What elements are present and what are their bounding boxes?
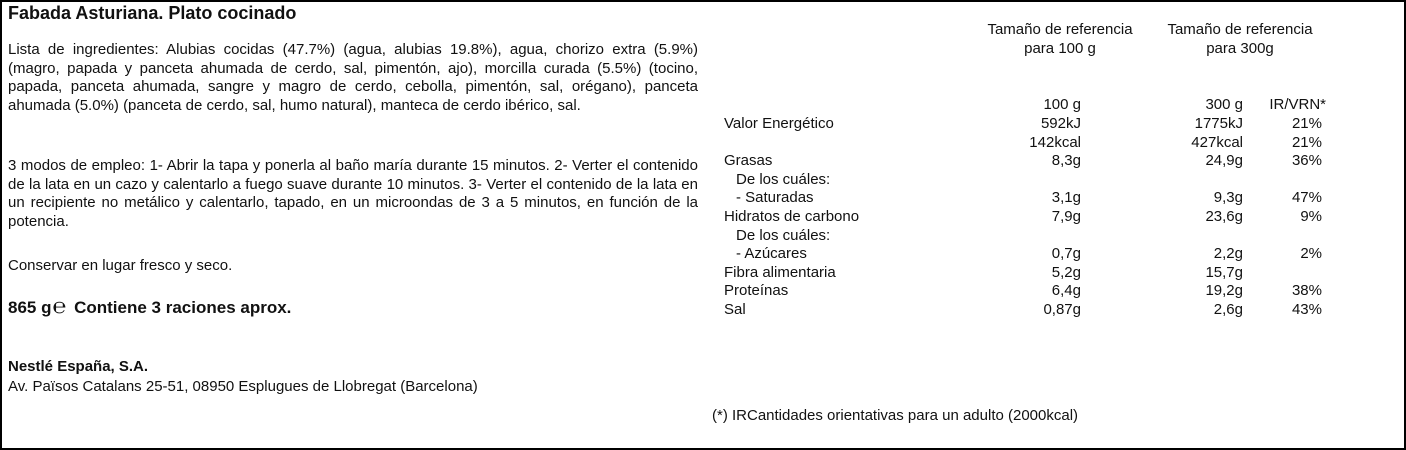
nutrition-row (724, 282, 1344, 301)
value-per-300g: 2,2g (1213, 245, 1243, 263)
value-per-300g: 9,3g (1213, 189, 1243, 207)
value-per-100g: 592kJ (1040, 115, 1081, 132)
company-address: Av. Països Catalans 25-51, 08950 Esplugues de Llobregat (Barcelona) (8, 378, 478, 395)
value-per-300g: 15,7g (1205, 263, 1243, 281)
nutrient-name: De los cuáles: (736, 170, 831, 188)
estimated-sign-icon: ℮ (52, 295, 67, 318)
ir-percentage: 21% (1291, 133, 1322, 151)
reference-300g-line1: Tamaño de referencia (1167, 21, 1313, 38)
nutrient-name: - Azúcares (736, 245, 807, 263)
company-name: Nestlé España, S.A. (8, 358, 149, 375)
reference-100g-header (965, 21, 1155, 58)
ir-percentage: 43% (1291, 301, 1322, 318)
value-per-300g: 23,6g (1205, 208, 1243, 225)
usage-instructions: 3 modos de empleo: 1- Abrir la tapa y ponerla al baño maría durante 15 minutos. 2- Verter el contenido de la lata en un cazo y calentarlo a fuego suave durante 10 minutos. 3- Verter el contenido de la lata en un recipiente no metálico y calentarlo, tapado, en un microondas de 3 a 5 minutos, en función de la potencia. (8, 157, 698, 230)
product-title: Fabada Asturiana. Plato cocinado (8, 3, 297, 23)
nutrition-row (724, 189, 1344, 208)
nutrient-name: Hidratos de carbono (724, 208, 860, 225)
nutrition-row (724, 227, 1344, 246)
nutrient-name: Fibra alimentaria (724, 263, 836, 281)
reference-300g-line2: para 300g (1206, 39, 1274, 57)
servings-text: Contiene 3 raciones aprox. (74, 298, 292, 317)
nutrient-name: Sal (724, 301, 746, 318)
column-header-ir: IR/VRN* (1269, 96, 1326, 113)
nutrition-row (724, 245, 1344, 264)
column-header-100g: 100 g (1043, 96, 1081, 113)
nutrition-row (724, 134, 1344, 153)
reference-300g-header (1145, 21, 1335, 58)
nutrition-row (724, 171, 1344, 190)
nutrition-row (724, 301, 1344, 320)
reference-100g-line1: Tamaño de referencia (987, 21, 1133, 38)
nutrient-name: Proteínas (724, 282, 789, 300)
nutrition-row (724, 208, 1344, 227)
nutrient-name: Valor Energético (724, 115, 834, 132)
nutrient-name: Grasas (724, 152, 773, 170)
value-per-300g: 427kcal (1191, 133, 1243, 151)
ir-percentage: 38% (1291, 282, 1322, 300)
ir-percentage: 2% (1300, 245, 1322, 263)
value-per-100g: 3,1g (1051, 189, 1081, 207)
value-per-300g: 2,6g (1213, 301, 1243, 318)
value-per-100g: 5,2g (1051, 263, 1081, 281)
value-per-100g: 6,4g (1051, 282, 1081, 300)
ir-percentage: 47% (1291, 189, 1322, 207)
value-per-100g: 0,87g (1043, 301, 1081, 318)
nutrient-name: - Saturadas (736, 189, 814, 207)
value-per-100g: 7,9g (1051, 208, 1081, 225)
storage-instructions: Conservar en lugar fresco y seco. (8, 257, 233, 274)
net-quantity (8, 295, 292, 318)
reference-100g-line2: para 100 g (1024, 39, 1096, 57)
net-weight: 865 g (8, 298, 52, 317)
ingredients-list: Lista de ingredientes: Alubias cocidas (47.7%) (agua, alubias 19.8%), agua, chorizo extra (5.9%) (magro, papada y panceta ahumada de cerdo, sal, pimentón, ajo), morcilla curada (5.5%) (tocino, papada, panceta ahumada, sangre y magro de cerdo, cebolla, pimentón, sal, orégano), panceta ahumada (5.0%) (panceta de cerdo, sal, humo natural), manteca de cerdo ibérico, sal. (8, 41, 698, 114)
nutrition-column-headers (724, 96, 1344, 115)
value-per-100g: 142kcal (1029, 133, 1081, 151)
value-per-300g: 24,9g (1205, 152, 1243, 170)
nutrient-name: De los cuáles: (736, 226, 831, 244)
ir-percentage: 9% (1300, 208, 1322, 225)
value-per-100g: 8,3g (1051, 152, 1081, 170)
value-per-100g: 0,7g (1051, 245, 1081, 263)
nutrition-row (724, 115, 1344, 134)
value-per-300g: 19,2g (1205, 282, 1243, 300)
nutrition-row (724, 152, 1344, 171)
ir-percentage: 21% (1291, 115, 1322, 132)
footnote: (*) IRCantidades orientativas para un adulto (2000kcal) (712, 407, 1079, 424)
ir-percentage: 36% (1291, 152, 1322, 170)
value-per-300g: 1775kJ (1194, 115, 1243, 132)
nutrition-row (724, 264, 1344, 283)
column-header-300g: 300 g (1205, 96, 1243, 113)
